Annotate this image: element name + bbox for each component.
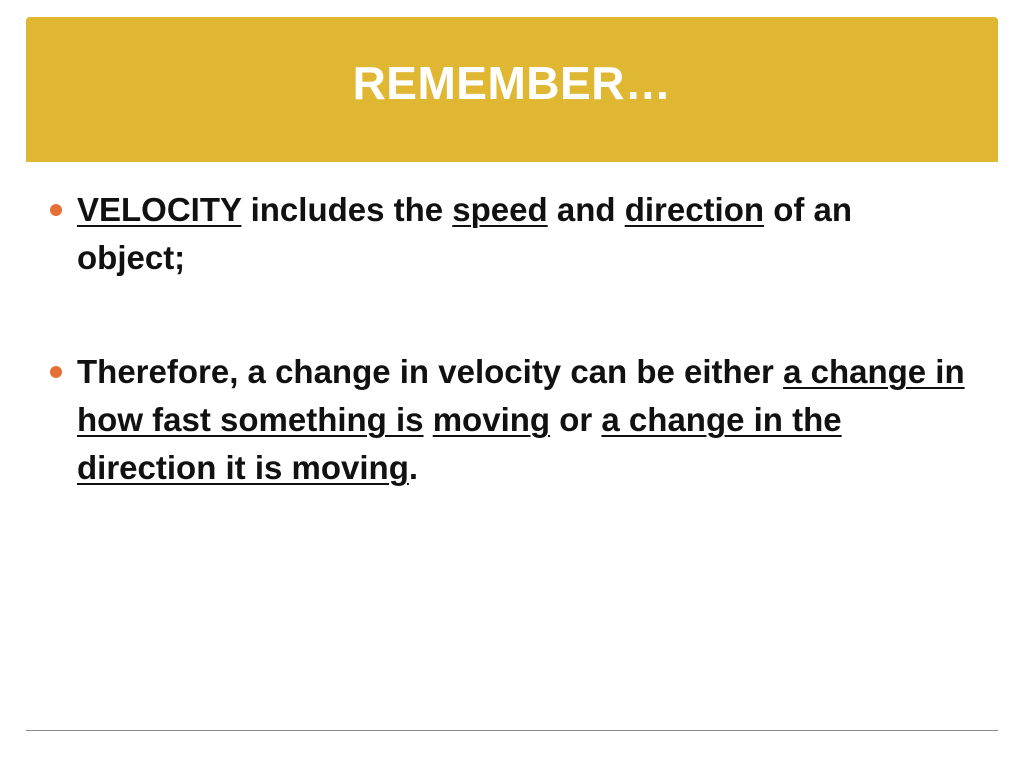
bullet-text-segment: and bbox=[547, 191, 625, 228]
footer-divider bbox=[26, 730, 998, 731]
bullet-item-change-in-velocity bbox=[48, 348, 968, 492]
bullet-term: a change in how fast something is bbox=[77, 353, 965, 438]
bullet-term: VELOCITY bbox=[77, 191, 242, 228]
bullet-item-velocity bbox=[48, 186, 968, 282]
bullet-text-segment bbox=[424, 401, 433, 438]
slide-title: REMEMBER… bbox=[352, 56, 672, 109]
bullet-text-segment: of an object; bbox=[77, 191, 853, 276]
bullet-marker-icon bbox=[50, 366, 62, 378]
bullet-marker-icon bbox=[50, 204, 62, 216]
slide-content bbox=[48, 186, 968, 492]
title-bar bbox=[26, 17, 998, 162]
bullet-term: a change in the direction it is moving bbox=[77, 401, 842, 486]
bullet-term: speed bbox=[452, 191, 548, 228]
bullet-text-segment: Therefore, a change in velocity can be either bbox=[77, 353, 784, 390]
bullet-term: moving bbox=[432, 401, 551, 438]
bullet-text-segment: . bbox=[408, 449, 419, 486]
bullet-text-segment: includes the bbox=[241, 191, 453, 228]
bullet-text bbox=[77, 191, 852, 276]
bullet-text bbox=[77, 353, 965, 486]
bullet-term: direction bbox=[624, 191, 765, 228]
bullet-text-segment: or bbox=[550, 401, 602, 438]
